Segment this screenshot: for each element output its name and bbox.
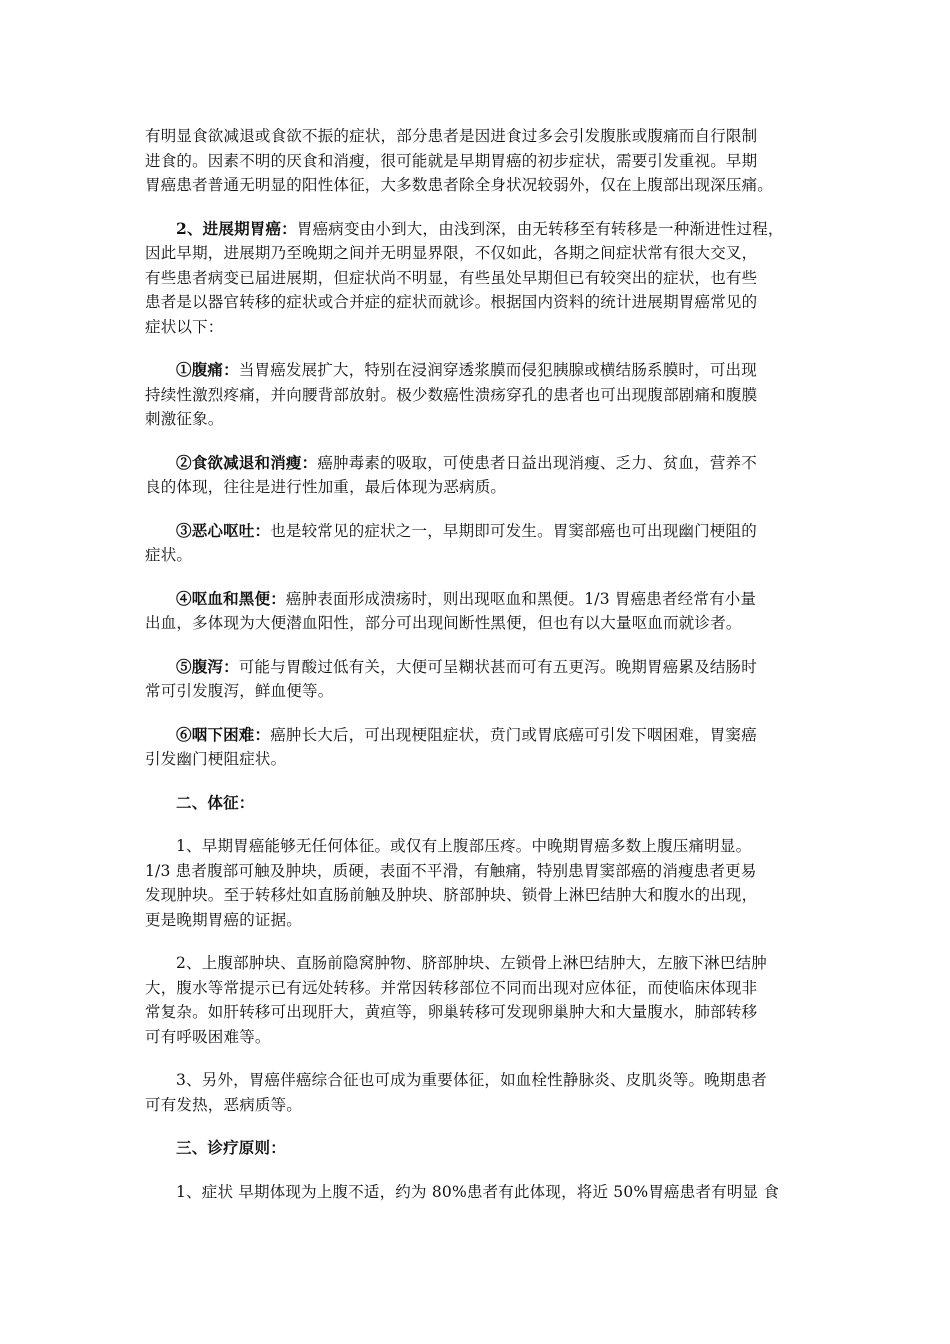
text-line-first: 1、早期胃癌能够无任何体征。或仅有上腹部压疼。中晚期胃癌多数上腹压痛明显。	[176, 837, 752, 855]
paragraph-nausea	[145, 519, 810, 568]
paragraph-abdominal-pain	[145, 358, 810, 432]
text-line: 症状。	[145, 546, 193, 564]
heading-diagnosis	[145, 1136, 810, 1161]
text-line-first: 2、上腹部肿块、直肠前隐窝肿物、脐部肿块、左锁骨上淋巴结肿大，左腋下淋巴结肿	[176, 954, 767, 972]
text-line: 有些患者病变已届进展期，但症状尚不明显，有些虽处早期但已有较突出的症状，也有些	[145, 268, 758, 287]
text-line-first: ④呕血和黑便：癌肿表面形成溃疡时，则出现呕血和黑便。1/3 胃癌患者经常有小量	[176, 588, 757, 608]
paragraph-advanced-stage	[145, 217, 810, 340]
item-heading: ④呕血和黑便：	[176, 588, 286, 608]
text-line: 可有发热，恶病质等。	[145, 1095, 303, 1114]
text-line-first: ③恶心呕吐：也是较常见的症状之一，早期即可发生。胃窦部癌也可出现幽门梗阻的	[176, 520, 757, 540]
text-line: 持续性激烈疼痛，并向腰背部放射。极少数癌性溃疡穿孔的患者也可出现腹部剧痛和腹膜	[145, 385, 758, 404]
paragraph-signs-1	[145, 834, 810, 932]
text-line: 常可引发腹泻，鲜血便等。	[145, 682, 334, 700]
text-line: 有明显食欲减退或食欲不振的症状，部分患者是因进食过多会引发腹胀或腹痛而自行限制	[145, 127, 758, 145]
text-line: 刺激征象。	[145, 410, 224, 428]
heading-signs	[145, 791, 810, 816]
text-line: 良的体现，往往是进行性加重，最后体现为恶病质。	[145, 478, 507, 496]
text-line: 常复杂。如肝转移可出现肝大，黄疸等，卵巢转移可发现卵巢肿大和大量腹水，肺部转移	[145, 1003, 758, 1021]
text-line: 出血，多体现为大便潜血阳性，部分可出现间断性黑便，但也有以大量呕血而就诊者。	[145, 614, 742, 632]
item-heading: ①腹痛：	[176, 360, 239, 379]
text-line-first: 1、症状 早期体现为上腹不适，约为 80%患者有此体现，将近 50%胃癌患者有明显 食	[176, 1182, 780, 1201]
item-heading: ③恶心呕吐：	[176, 520, 271, 540]
text-line-first: 3、另外，胃癌伴癌综合征也可成为重要体征，如血栓性静脉炎、皮肌炎等。晚期患者	[176, 1071, 767, 1089]
paragraph-hematemesis	[145, 587, 810, 636]
item-heading: ②食欲减退和消瘦：	[176, 452, 318, 472]
text-line: 因此早期，进展期乃至晚期之间并无明显界限，不仅如此，各期之间症状常有很大交叉，	[145, 244, 758, 262]
paragraph-intro	[145, 124, 810, 198]
paragraph-appetite-loss	[145, 451, 810, 500]
text-line: 症状以下：	[145, 317, 224, 336]
paragraph-diarrhea	[145, 655, 810, 704]
section-heading: 二、体征：	[176, 792, 255, 812]
paragraph-dysphagia	[145, 723, 810, 772]
text-line: 患者是以器官转移的症状或合并症的症状而就诊。根据国内资料的统计进展期胃癌常见的	[145, 293, 758, 311]
item-heading: ⑥咽下困难：	[176, 724, 271, 744]
text-line-first: ⑥咽下困难：癌肿长大后，可出现梗阻症状，贲门或胃底癌可引发下咽困难，胃窦癌	[176, 724, 757, 744]
section-heading: 三、诊疗原则：	[176, 1138, 286, 1157]
text-line-first: ②食欲减退和消瘦：癌肿毒素的吸取，可使患者日益出现消瘦、乏力、贫血，营养不	[176, 452, 757, 472]
text-line-first: 2、进展期胃癌：胃癌病变由小到大，由浅到深，由无转移至有转移是一种渐进性过程，	[176, 218, 784, 238]
text-line-first: ⑤腹泻：可能与胃酸过低有关，大便可呈糊状甚而可有五更泻。晚期胃癌累及结肠时	[176, 656, 757, 676]
section-heading: 2、进展期胃癌：	[176, 218, 297, 238]
text-line: 进食的。因素不明的厌食和消瘦，很可能就是早期胃癌的初步症状，需要引发重视。早期	[145, 151, 758, 170]
paragraph-diagnosis-1	[145, 1180, 810, 1205]
document-page	[145, 124, 810, 1204]
paragraph-signs-2	[145, 951, 810, 1049]
text-line-first: ①腹痛：当胃癌发展扩大，特别在浸润穿透浆膜而侵犯胰腺或横结肠系膜时，可出现	[176, 360, 757, 379]
text-line: 引发幽门梗阻症状。	[145, 750, 287, 768]
item-heading: ⑤腹泻：	[176, 656, 239, 676]
text-line: 大，腹水等常提示已有远处转移。并常因转移部位不同而出现对应体征，而使临床体现非	[145, 978, 758, 997]
text-line: 发现肿块。至于转移灶如直肠前触及肿块、脐部肿块、锁骨上淋巴结肿大和腹水的出现，	[145, 886, 758, 904]
text-line: 更是晚期胃癌的证据。	[145, 910, 303, 929]
text-line: 胃癌患者普通无明显的阳性体征，大多数患者除全身状况较弱外，仅在上腹部出现深压痛。	[145, 176, 774, 194]
text-line: 1/3 患者腹部可触及肿块，质硬，表面不平滑，有触痛，特别患胃窦部癌的消瘦患者更易	[145, 861, 757, 880]
text-line: 可有呼吸困难等。	[145, 1027, 271, 1046]
paragraph-signs-3	[145, 1068, 810, 1117]
